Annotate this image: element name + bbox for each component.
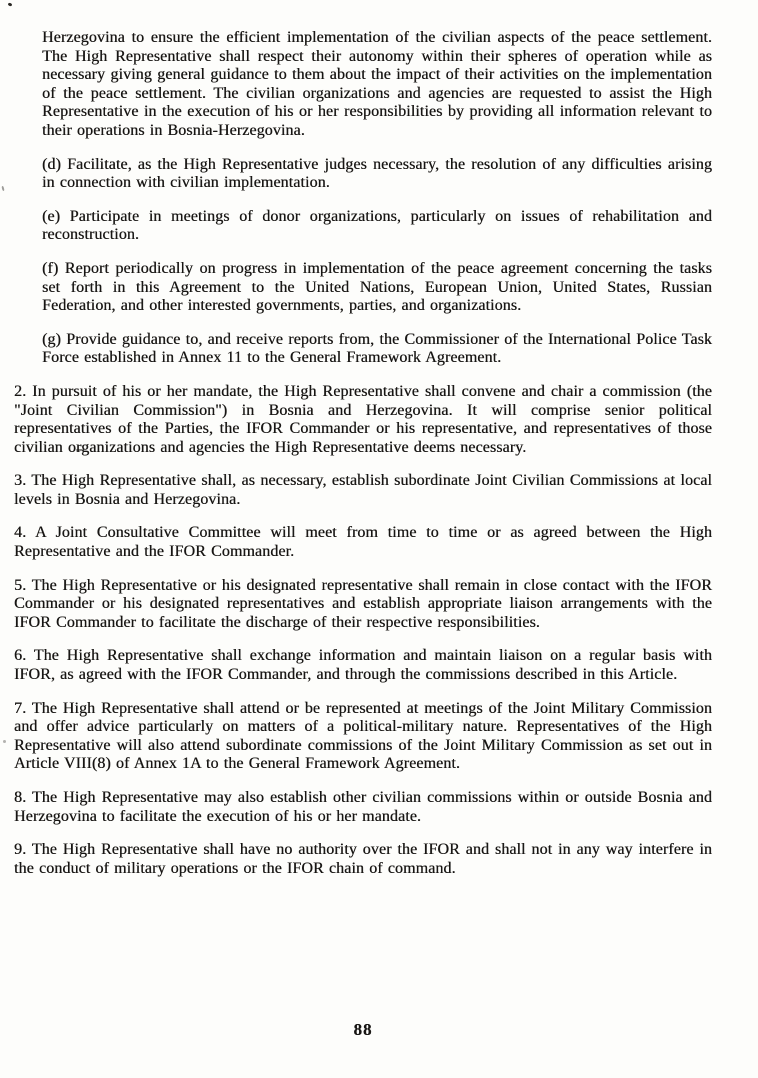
paragraph-clause-9: 9. The High Representative shall have no authority over the IFOR and shall not in any way interfere in the conduct of military operations or the IFOR chain of command.: [14, 841, 712, 877]
document-body: [14, 29, 712, 893]
paragraph-clause-2: 2. In pursuit of his or her mandate, the High Representative shall convene and chair a commission (the "Joint Civilian Commission") in Bosnia and Herzegovina. It will comprise senior political representatives of the Parties, the IFOR Commander or his representative, and representatives of those civilian organizations and agencies the High Representative deems necessary.: [14, 382, 712, 456]
paragraph-continuation: Herzegovina to ensure the efficient implementation of the civilian aspects of the peace settlement. The High Representative shall respect their autonomy within their spheres of operation while as necessary giving general guidance to them about the impact of their activities on the implementation of the peace settlement. The civilian organizations and agencies are requested to assist the High Representative in the execution of his or her responsibilities by providing all information relevant to their operations in Bosnia-Herzegovina.: [42, 29, 712, 139]
paragraph-item-g: (g) Provide guidance to, and receive reports from, the Commissioner of the International Police Task Force established in Annex 11 to the General Framework Agreement.: [42, 330, 712, 367]
paragraph-clause-8: 8. The High Representative may also establish other civilian commissions within or outside Bosnia and Herzegovina to facilitate the execution of his or her mandate.: [14, 789, 712, 825]
paragraph-clause-3: 3. The High Representative shall, as necessary, establish subordinate Joint Civilian Commissions at local levels in Bosnia and Herzegovina.: [14, 472, 712, 508]
paragraph-clause-5: 5. The High Representative or his designated representative shall remain in close contact with the IFOR Commander or his designated representatives and establish appropriate liaison arrangements with the IFOR Commander to facilitate the discharge of their respective responsibilities.: [14, 576, 712, 631]
paragraph-clause-6: 6. The High Representative shall exchange information and maintain liaison on a regular basis with IFOR, as agreed with the IFOR Commander, and through the commissions described in this Article.: [14, 647, 712, 684]
page-number: 88: [353, 1020, 373, 1039]
paragraph-clause-4: 4. A Joint Consultative Committee will meet from time to time or as agreed between the High Representative and the IFOR Commander.: [14, 524, 712, 561]
paragraph-item-e: (e) Participate in meetings of donor organizations, particularly on issues of rehabilitation and reconstruction.: [42, 207, 712, 244]
paragraph-item-f: (f) Report periodically on progress in implementation of the peace agreement concerning the tasks set forth in this Agreement to the United Nations, European Union, United States, Russian Federation, and other interested governments, parties, and organizations.: [42, 259, 712, 315]
paragraph-clause-7: 7. The High Representative shall attend or be represented at meetings of the Joint Military Commission and offer advice particularly on matters of a political-military nature. Representatives of the High Representative will also attend subordinate commissions of the Joint Military Commission as set out in Article VIII(8) of Annex 1A to the General Framework Agreement.: [14, 699, 712, 773]
scan-artifact: [1, 186, 4, 191]
paragraph-item-d: (d) Facilitate, as the High Representative judges necessary, the resolution of any difficulties arising in connection with civilian implementation.: [42, 155, 712, 192]
scan-artifact: [8, 2, 13, 6]
scan-artifact: [3, 740, 6, 743]
